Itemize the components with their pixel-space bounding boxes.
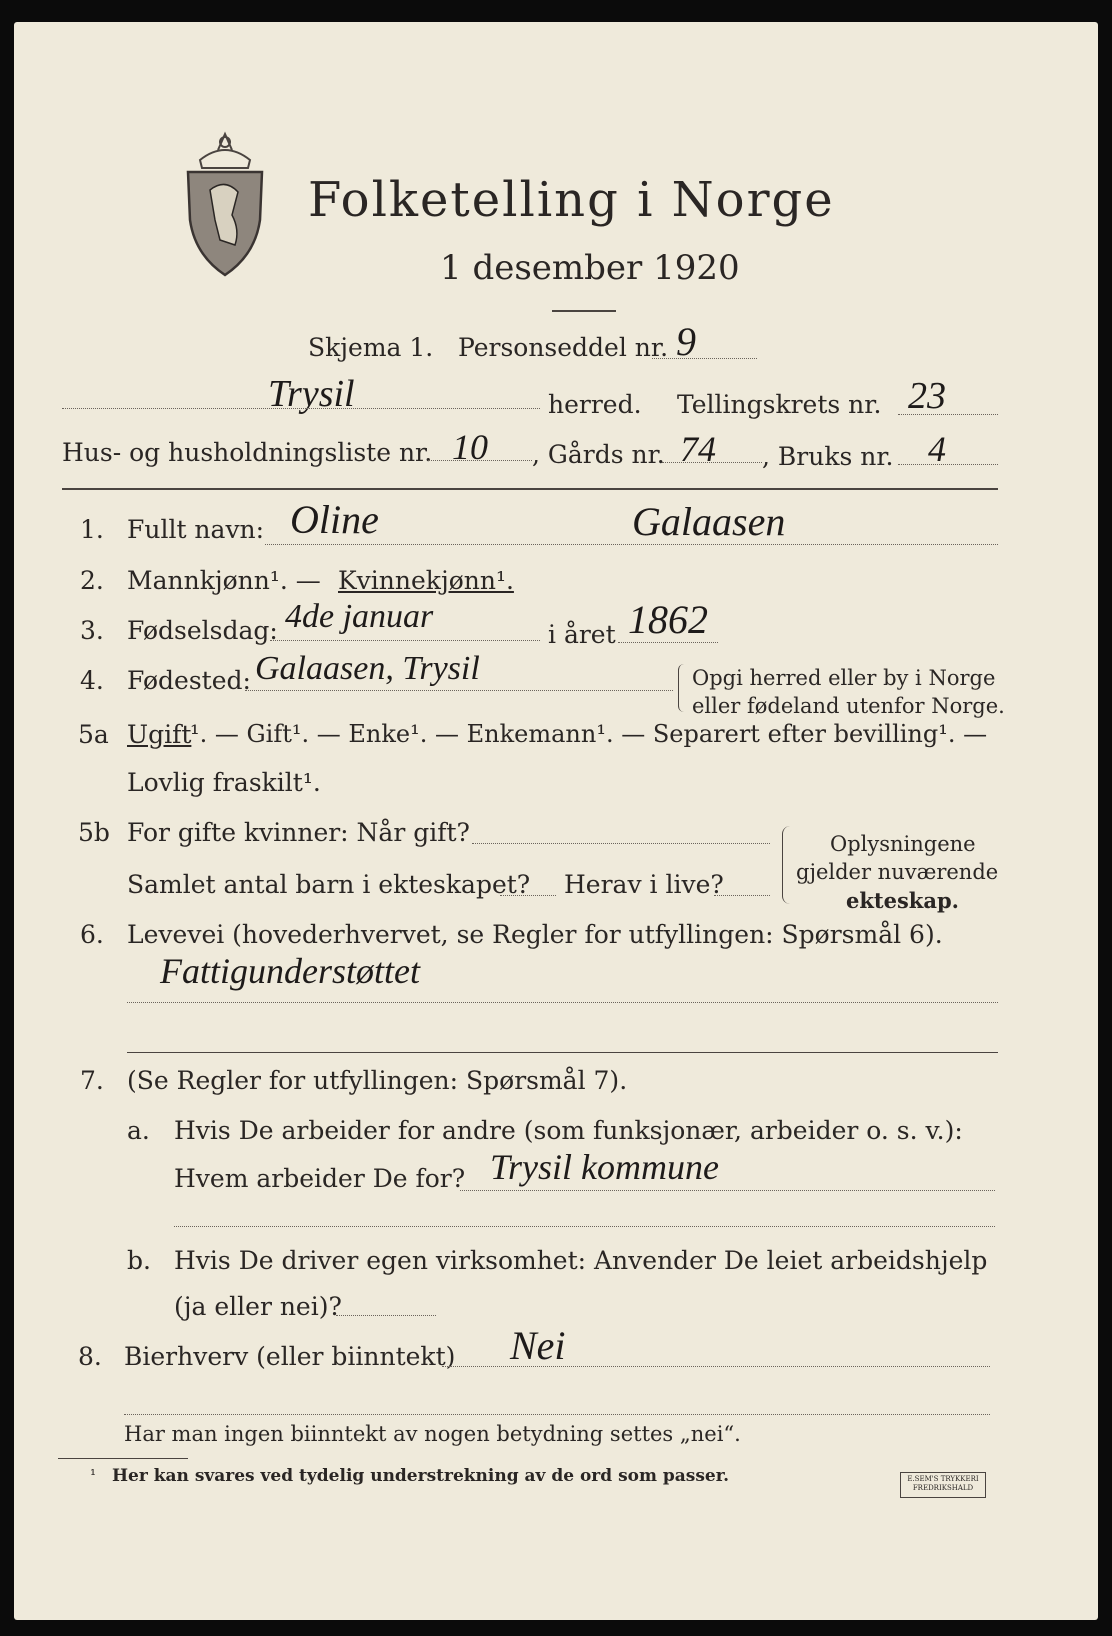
q8-line: [442, 1366, 990, 1367]
q5b-note-2: gjelder nuværende: [796, 860, 999, 884]
herred-label: herred.: [548, 390, 642, 419]
q7b-letter: b.: [127, 1246, 151, 1275]
bruks-line: [898, 464, 998, 465]
title-divider: [552, 310, 616, 312]
q5b-line1: For gifte kvinner: Når gift?: [127, 818, 470, 847]
q7b-line2: (ja eller nei)?: [174, 1292, 342, 1321]
birthday-line: [270, 640, 540, 641]
coat-of-arms-icon: [180, 120, 270, 280]
husliste-line: [428, 460, 532, 461]
birth-year-value[interactable]: 1862: [628, 597, 708, 642]
q5a-number: 5a: [78, 720, 109, 749]
children-alive-field[interactable]: [714, 895, 770, 896]
q5a-line2: Lovlig fraskilt¹.: [127, 768, 321, 797]
q4-bracket: [678, 664, 687, 712]
q4-note-1: Opgi herred eller by i Norge: [692, 666, 996, 690]
form-date: 1 desember 1920: [440, 248, 740, 288]
employer-line-2: [174, 1226, 995, 1227]
husliste-label: Hus- og husholdningsliste nr.: [62, 438, 433, 467]
footnote-rule: [58, 1458, 188, 1459]
q2-number: 2.: [80, 566, 104, 595]
q1-label: Fullt navn:: [127, 515, 265, 544]
q1-number: 1.: [80, 515, 104, 544]
birthday-value[interactable]: 4de januar: [285, 598, 434, 635]
q7a-letter: a.: [127, 1116, 150, 1145]
q2-male: Mannkjønn¹. —: [127, 566, 321, 595]
q8-note: Har man ingen biinntekt av nogen betydning settes „nei“.: [124, 1422, 741, 1446]
gards-line: [662, 462, 762, 463]
q2-female[interactable]: Kvinnekjønn¹.: [338, 566, 514, 595]
q7a-line2: Hvem arbeider De for?: [174, 1164, 466, 1193]
q7b-line1: Hvis De driver egen virksomhet: Anvender De leiet arbeidshjelp: [174, 1246, 988, 1275]
personseddel-line: [652, 358, 757, 359]
form-title: Folketelling i Norge: [308, 172, 835, 228]
husliste-value[interactable]: 10: [452, 427, 488, 467]
q5b-bracket: [782, 826, 791, 904]
q8-line-2: [124, 1414, 990, 1415]
year-line: [618, 642, 718, 643]
q1-line: [265, 544, 998, 545]
gards-value[interactable]: 74: [680, 429, 716, 469]
q3-year-label: i året: [548, 620, 616, 649]
employer-line: [460, 1190, 995, 1191]
q4-number: 4.: [80, 666, 104, 695]
hired-help-field[interactable]: [336, 1315, 436, 1316]
birthplace-line: [245, 690, 673, 691]
q6-label: Levevei (hovederhvervet, se Regler for utfyllingen: Spørsmål 6).: [127, 920, 943, 949]
q7a-line1: Hvis De arbeider for andre (som funksjonær, arbeider o. s. v.):: [174, 1116, 963, 1145]
bruks-label: , Bruks nr.: [762, 442, 894, 471]
tellingskrets-label: Tellingskrets nr.: [677, 390, 882, 419]
q3-label: Fødselsdag:: [127, 616, 278, 645]
q3-number: 3.: [80, 616, 104, 645]
side-income-value[interactable]: Nei: [510, 1323, 566, 1368]
personseddel-label: Personseddel nr.: [458, 333, 669, 362]
tellingskrets-line: [898, 414, 998, 415]
q5a-options: ¹. — Gift¹. — Enke¹. — Enkemann¹. — Separert efter bevilling¹. —: [190, 720, 988, 748]
bruks-value[interactable]: 4: [928, 429, 946, 469]
q5b-line2b: Herav i live?: [564, 870, 724, 899]
q5b-number: 5b: [78, 818, 110, 847]
married-when-field[interactable]: [472, 843, 770, 844]
q5b-note-3: ekteskap.: [846, 888, 959, 913]
tellingskrets-value[interactable]: 23: [908, 375, 946, 417]
children-total-field[interactable]: [500, 895, 556, 896]
q7-number: 7.: [80, 1066, 104, 1095]
q5b-note-1: Oplysningene: [830, 832, 976, 856]
personseddel-value[interactable]: 9: [676, 319, 696, 364]
header-rule: [62, 488, 998, 490]
printer-stamp: [900, 1472, 986, 1498]
q5a-ugift[interactable]: Ugift: [127, 720, 192, 749]
skjema-label: Skjema 1.: [308, 333, 434, 362]
employer-value[interactable]: Trysil kommune: [490, 1147, 719, 1187]
q5b-line2a: Samlet antal barn i ekteskapet?: [127, 870, 531, 899]
q6-line-1: [127, 1002, 998, 1003]
herred-line: [62, 408, 540, 409]
printer-line-1: E.SEM'S TRYKKERI: [907, 1475, 979, 1483]
q4-label: Fødested:: [127, 666, 251, 695]
printer-line-2: FREDRIKSHALD: [912, 1484, 974, 1492]
q6-line-2: [127, 1052, 998, 1053]
q6-number: 6.: [80, 920, 104, 949]
q8-number: 8.: [78, 1342, 102, 1371]
q4-note-2: eller fødeland utenfor Norge.: [692, 694, 1005, 718]
full-name-last[interactable]: Galaasen: [632, 499, 786, 544]
full-name-first[interactable]: Oline: [290, 497, 379, 542]
q8-label: Bierhverv (eller biinntekt): [124, 1342, 456, 1371]
herred-value[interactable]: Trysil: [268, 373, 355, 415]
gards-label: , Gårds nr.: [532, 440, 665, 469]
occupation-value[interactable]: Fattigunderstøttet: [160, 951, 420, 991]
footnote-mark: ¹: [90, 1466, 97, 1484]
q7-label: (Se Regler for utfyllingen: Spørsmål 7).: [127, 1066, 628, 1095]
birthplace-value[interactable]: Galaasen, Trysil: [255, 650, 480, 687]
footnote-text: Her kan svares ved tydelig understrekning av de ord som passer.: [112, 1466, 730, 1486]
